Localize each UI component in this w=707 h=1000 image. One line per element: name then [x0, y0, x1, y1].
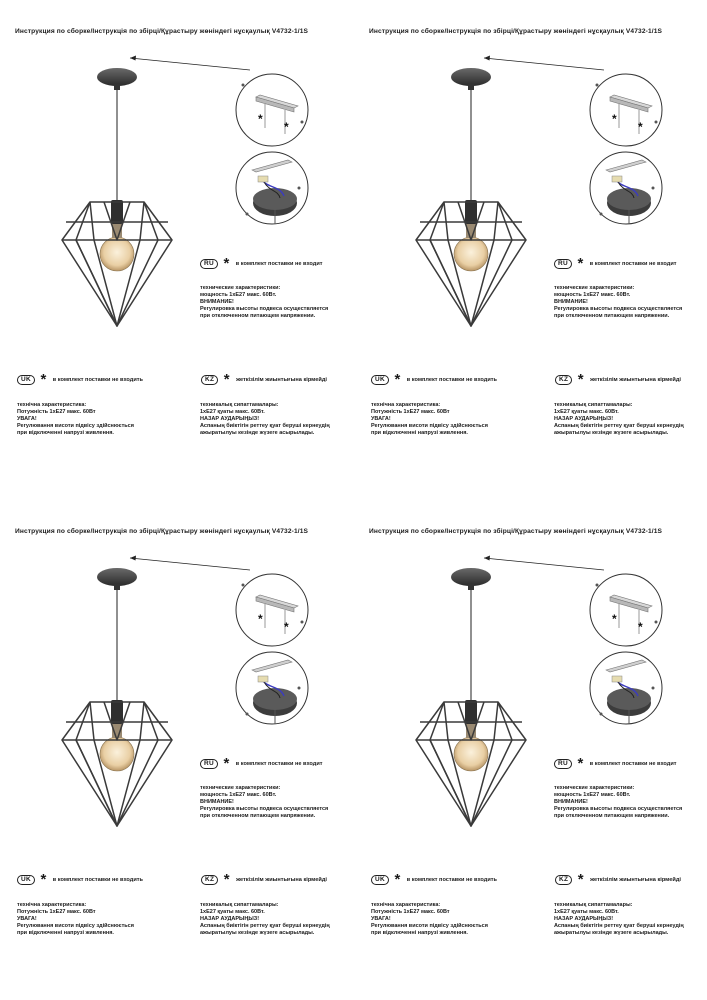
spec-line: Потужність 1хЕ27 макс. 60Вт — [17, 909, 96, 915]
spec-line: УВАГА! — [371, 916, 391, 922]
spec-line: УВАГА! — [17, 416, 37, 422]
asterisk-icon: * — [577, 370, 584, 388]
spec-line: Потужність 1хЕ27 макс. 60Вт — [371, 909, 450, 915]
not-included-note: в комплект поставки не входит — [589, 260, 677, 267]
not-included-note: в комплект поставки не входить — [52, 876, 143, 883]
spec-line: технические характеристики: — [554, 285, 635, 291]
spec-line: техникалық сипаттамалары: — [200, 902, 279, 908]
light-bulb — [454, 737, 488, 771]
spec-line: мощность 1хЕ27 макс. 60Вт. — [200, 292, 277, 298]
not-included-mark: * — [612, 112, 617, 126]
ceiling-canopy — [97, 68, 137, 86]
detail-bracket — [590, 74, 662, 146]
pendant-lamp — [416, 68, 526, 326]
asterisk-icon: * — [577, 870, 584, 888]
spec-line: 1хЕ27 қуаты макс. 60Вт. — [200, 909, 265, 915]
not-included-mark: * — [284, 620, 289, 634]
spec-line: технические характеристики: — [554, 785, 635, 791]
not-included-note: в комплект поставки не входит — [235, 760, 323, 767]
not-included-mark: * — [612, 612, 617, 626]
detail-bracket — [236, 574, 308, 646]
not-included-note: в комплект поставки не входить — [52, 376, 143, 383]
spec-line: технические характеристики: — [200, 285, 281, 291]
instruction-title: Инструкция по сборке/Інструкція по збірці/Құрастыру жөніндегі нұсқаулық V4732-1/1S — [369, 528, 663, 535]
not-included-note: жеткізілім жиынтығына кірмейді — [236, 876, 327, 883]
not-included-mark: * — [638, 120, 643, 134]
lang-badge-uk: UK — [17, 375, 35, 385]
legend-kz — [555, 371, 681, 389]
specs-ru — [200, 785, 328, 820]
spec-line: Регулировка высоты подвеса осуществляется — [200, 806, 329, 812]
instruction-sheet — [354, 500, 707, 1000]
spec-line: техникалық сипаттамалары: — [554, 402, 633, 408]
spec-line: ажыратылуы кезінде жүзеге асырылады. — [200, 930, 315, 936]
specs-kz — [200, 402, 330, 437]
spec-line: Регулировка высоты подвеса осуществляется — [554, 306, 683, 312]
legend-uk — [371, 871, 497, 889]
spec-line: ВНИМАНИЕ! — [200, 799, 234, 805]
legend-ru — [200, 755, 323, 773]
spec-line: Потужність 1хЕ27 макс. 60Вт — [17, 409, 96, 415]
light-bulb — [454, 237, 488, 271]
spec-line: НАЗАР АУДАРЫҢЫЗ! — [200, 916, 260, 922]
spec-line: НАЗАР АУДАРЫҢЫЗ! — [200, 416, 260, 422]
not-included-note: в комплект поставки не входит — [235, 260, 323, 267]
pointer-arrow — [130, 58, 250, 70]
asterisk-icon: * — [223, 370, 230, 388]
asterisk-icon: * — [577, 254, 584, 272]
spec-line: ажыратылуы кезінде жүзеге асырылады. — [554, 430, 669, 436]
lamp-socket — [111, 200, 123, 224]
ceiling-canopy — [451, 68, 491, 86]
instruction-title: Инструкция по сборке/Інструкція по збірці/Құрастыру жөніндегі нұсқаулық V4732-1/1S — [369, 28, 663, 35]
not-included-note: жеткізілім жиынтығына кірмейді — [590, 876, 681, 883]
specs-uk — [371, 902, 488, 937]
spec-line: 1хЕ27 қуаты макс. 60Вт. — [554, 409, 619, 415]
not-included-note: в комплект поставки не входить — [406, 376, 497, 383]
detail-wiring — [590, 152, 662, 224]
asterisk-icon: * — [577, 754, 584, 772]
asterisk-icon: * — [394, 370, 401, 388]
not-included-mark: * — [638, 620, 643, 634]
pendant-lamp — [416, 568, 526, 826]
spec-line: 1хЕ27 қуаты макс. 60Вт. — [554, 909, 619, 915]
detail-wiring — [590, 652, 662, 724]
spec-line: Аспаның биіктігін реттеу қуат беруші кернеудің — [200, 423, 330, 429]
ceiling-canopy — [97, 568, 137, 586]
ceiling-canopy — [451, 568, 491, 586]
specs-uk — [17, 402, 134, 437]
spec-line: технічна характеристика: — [17, 902, 87, 908]
spec-line: технические характеристики: — [200, 785, 281, 791]
spec-line: Регулировка высоты подвеса осуществляется — [554, 806, 683, 812]
spec-line: УВАГА! — [371, 416, 391, 422]
spec-line: ВНИМАНИЕ! — [554, 799, 588, 805]
pendant-lamp — [62, 68, 172, 326]
spec-line: мощность 1хЕ27 макс. 60Вт. — [554, 792, 631, 798]
light-bulb — [100, 237, 134, 271]
legend-kz — [201, 371, 327, 389]
not-included-note: в комплект поставки не входит — [589, 760, 677, 767]
asterisk-icon: * — [394, 870, 401, 888]
lang-badge-kz: KZ — [555, 375, 572, 385]
lang-badge-ru: RU — [554, 759, 572, 769]
specs-uk — [17, 902, 134, 937]
detail-wiring — [236, 152, 308, 224]
spec-line: Регулювання висоти підвісу здійснюється — [371, 423, 488, 429]
lang-badge-kz: KZ — [555, 875, 572, 885]
spec-line: Регулировка высоты подвеса осуществляется — [200, 306, 329, 312]
spec-line: 1хЕ27 қуаты макс. 60Вт. — [200, 409, 265, 415]
spec-line: мощность 1хЕ27 макс. 60Вт. — [200, 792, 277, 798]
not-included-note: жеткізілім жиынтығына кірмейді — [236, 376, 327, 383]
instruction-sheet — [354, 0, 707, 500]
spec-line: Регулювання висоти підвісу здійснюється — [17, 923, 134, 929]
specs-ru — [200, 285, 328, 320]
spec-line: Потужність 1хЕ27 макс. 60Вт — [371, 409, 450, 415]
lang-badge-ru: RU — [554, 259, 572, 269]
legend-uk — [371, 371, 497, 389]
not-included-mark: * — [258, 612, 263, 626]
spec-line: при отключенном питающем напряжении. — [200, 313, 316, 319]
pointer-arrow — [130, 558, 250, 570]
spec-line: при отключенном питающем напряжении. — [554, 813, 670, 819]
legend-kz — [555, 871, 681, 889]
not-included-note: в комплект поставки не входить — [406, 876, 497, 883]
asterisk-icon: * — [223, 870, 230, 888]
detail-bracket — [236, 74, 308, 146]
specs-kz — [554, 902, 684, 937]
specs-kz — [554, 402, 684, 437]
legend-uk — [17, 871, 143, 889]
not-included-note: жеткізілім жиынтығына кірмейді — [590, 376, 681, 383]
lang-badge-ru: RU — [200, 259, 218, 269]
legend-kz — [201, 871, 327, 889]
instruction-sheet — [0, 500, 353, 1000]
spec-line: при відключенні напрузі живлення. — [17, 430, 114, 436]
lang-badge-uk: UK — [17, 875, 35, 885]
spec-line: при отключенном питающем напряжении. — [200, 813, 316, 819]
spec-line: технічна характеристика: — [371, 902, 441, 908]
specs-uk — [371, 402, 488, 437]
spec-line: мощность 1хЕ27 макс. 60Вт. — [554, 292, 631, 298]
lang-badge-ru: RU — [200, 759, 218, 769]
instruction-title: Инструкция по сборке/Інструкція по збірці/Құрастыру жөніндегі нұсқаулық V4732-1/1S — [15, 528, 309, 535]
lang-badge-kz: KZ — [201, 375, 218, 385]
spec-line: технічна характеристика: — [371, 402, 441, 408]
spec-line: ВНИМАНИЕ! — [200, 299, 234, 305]
spec-line: технічна характеристика: — [17, 402, 87, 408]
spec-line: УВАГА! — [17, 916, 37, 922]
spec-line: при відключенні напрузі живлення. — [371, 930, 468, 936]
spec-line: ажыратылуы кезінде жүзеге асырылады. — [554, 930, 669, 936]
spec-line: при відключенні напрузі живлення. — [17, 930, 114, 936]
spec-line: при відключенні напрузі живлення. — [371, 430, 468, 436]
legend-ru — [554, 255, 677, 273]
asterisk-icon: * — [223, 254, 230, 272]
spec-line: Аспаның биіктігін реттеу қуат беруші кернеудің — [554, 923, 684, 929]
spec-line: техникалық сипаттамалары: — [554, 902, 633, 908]
lang-badge-kz: KZ — [201, 875, 218, 885]
not-included-mark: * — [258, 112, 263, 126]
not-included-mark: * — [284, 120, 289, 134]
spec-line: НАЗАР АУДАРЫҢЫЗ! — [554, 416, 614, 422]
light-bulb — [100, 737, 134, 771]
lang-badge-uk: UK — [371, 375, 389, 385]
instruction-sheet — [0, 0, 353, 500]
lamp-socket — [465, 200, 477, 224]
asterisk-icon: * — [40, 870, 47, 888]
lamp-socket — [111, 700, 123, 724]
legend-uk — [17, 371, 143, 389]
detail-wiring — [236, 652, 308, 724]
spec-line: ажыратылуы кезінде жүзеге асырылады. — [200, 430, 315, 436]
pointer-arrow — [484, 58, 604, 70]
spec-line: Регулювання висоти підвісу здійснюється — [17, 423, 134, 429]
spec-line: Аспаның биіктігін реттеу қуат беруші кернеудің — [200, 923, 330, 929]
legend-ru — [200, 255, 323, 273]
asterisk-icon: * — [40, 370, 47, 388]
spec-line: Аспаның биіктігін реттеу қуат беруші кернеудің — [554, 423, 684, 429]
legend-ru — [554, 755, 677, 773]
spec-line: при отключенном питающем напряжении. — [554, 313, 670, 319]
pendant-lamp — [62, 568, 172, 826]
lamp-socket — [465, 700, 477, 724]
spec-line: НАЗАР АУДАРЫҢЫЗ! — [554, 916, 614, 922]
instruction-title: Инструкция по сборке/Інструкція по збірці/Құрастыру жөніндегі нұсқаулық V4732-1/1S — [15, 28, 309, 35]
spec-line: техникалық сипаттамалары: — [200, 402, 279, 408]
specs-kz — [200, 902, 330, 937]
detail-bracket — [590, 574, 662, 646]
lang-badge-uk: UK — [371, 875, 389, 885]
pointer-arrow — [484, 558, 604, 570]
spec-line: ВНИМАНИЕ! — [554, 299, 588, 305]
spec-line: Регулювання висоти підвісу здійснюється — [371, 923, 488, 929]
specs-ru — [554, 785, 682, 820]
asterisk-icon: * — [223, 754, 230, 772]
specs-ru — [554, 285, 682, 320]
